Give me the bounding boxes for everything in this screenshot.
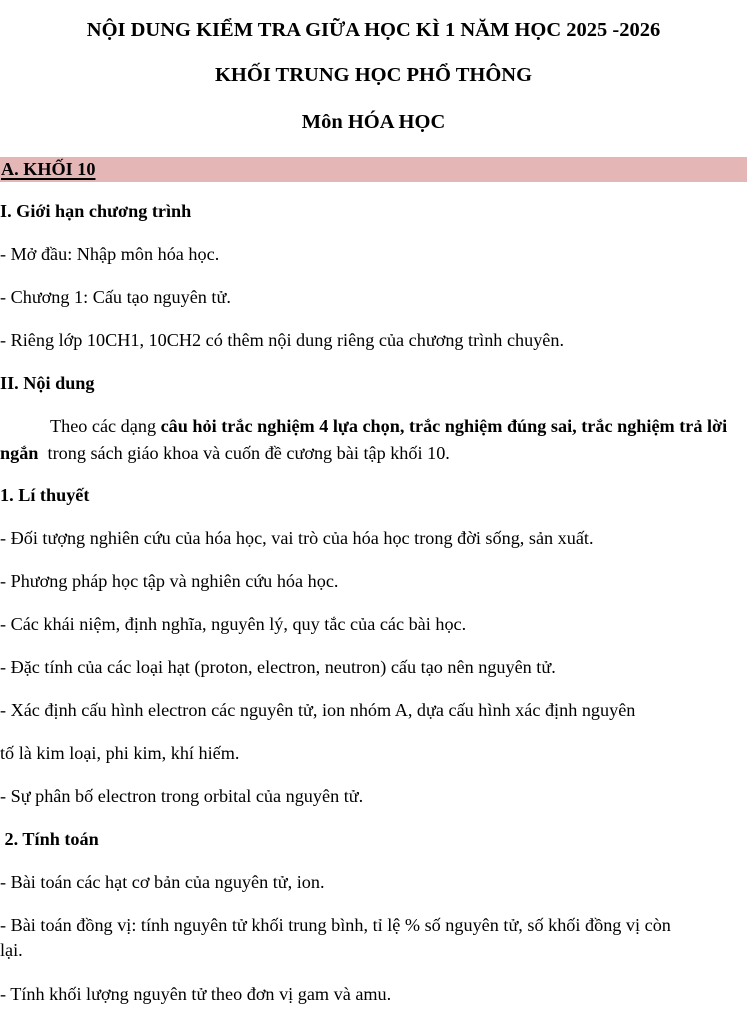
section-a-heading: A. KHỐI 10 [1,159,96,179]
list-item: - Chương 1: Cấu tạo nguyên tử. [0,287,231,307]
intro-prefix: Theo các dạng [50,416,161,436]
list-item: - Xác định cấu hình electron các nguyên tử, ion nhóm A, dựa cấu hình xác định nguyên [0,700,636,720]
list-item: - Mở đầu: Nhập môn hóa học. [0,244,220,264]
list-item: - Đặc tính của các loại hạt (proton, electron, neutron) cấu tạo nên nguyên tử. [0,657,556,677]
list-item: - Đối tượng nghiên cứu của hóa học, vai trò của hóa học trong đời sống, sản xuất. [0,528,594,548]
part-2-heading: II. Nội dung [0,373,95,393]
list-item: - Các khái niệm, định nghĩa, nguyên lý, quy tắc của các bài học. [0,614,467,634]
part-2-intro-paragraph [0,413,747,467]
document-subtitle: KHỐI TRUNG HỌC PHỔ THÔNG [214,64,533,86]
calculation-heading: 2. Tính toán [0,829,99,849]
subject-title: Môn HÓA HỌC [301,111,446,133]
document-title: NỘI DUNG KIỂM TRA GIỮA HỌC KÌ 1 NĂM HỌC 2025 -2026 [86,19,661,41]
list-item: - Phương pháp học tập và nghiên cứu hóa học. [0,571,339,591]
theory-heading: 1. Lí thuyết [0,485,90,505]
list-item-continuation: tố là kim loại, phi kim, khí hiếm. [0,743,240,763]
list-item: - Riêng lớp 10CH1, 10CH2 có thêm nội dung riêng của chương trình chuyên. [0,330,565,350]
list-item: - Bài toán các hạt cơ bản của nguyên tử, ion. [0,872,325,892]
list-item: - Tính khối lượng nguyên tử theo đơn vị gam và amu. [0,984,392,1004]
part-1-heading: I. Giới hạn chương trình [0,201,192,221]
intro-question-types: câu hỏi trắc nghiệm 4 lựa chọn, trắc nghiệm đúng sai, trắc nghiệm trả lời ngắn [0,416,728,463]
intro-suffix: trong sách giáo khoa và cuốn đề cương bài tập khối 10. [38,443,450,463]
list-item: - Sự phân bố electron trong orbital của nguyên tử. [0,786,364,806]
section-a-highlight-band [0,157,747,182]
list-item-continuation: lại. [0,940,23,960]
list-item: - Bài toán đồng vị: tính nguyên tử khối trung bình, tỉ lệ % số nguyên tử, số khối đồng vị còn [0,915,671,935]
